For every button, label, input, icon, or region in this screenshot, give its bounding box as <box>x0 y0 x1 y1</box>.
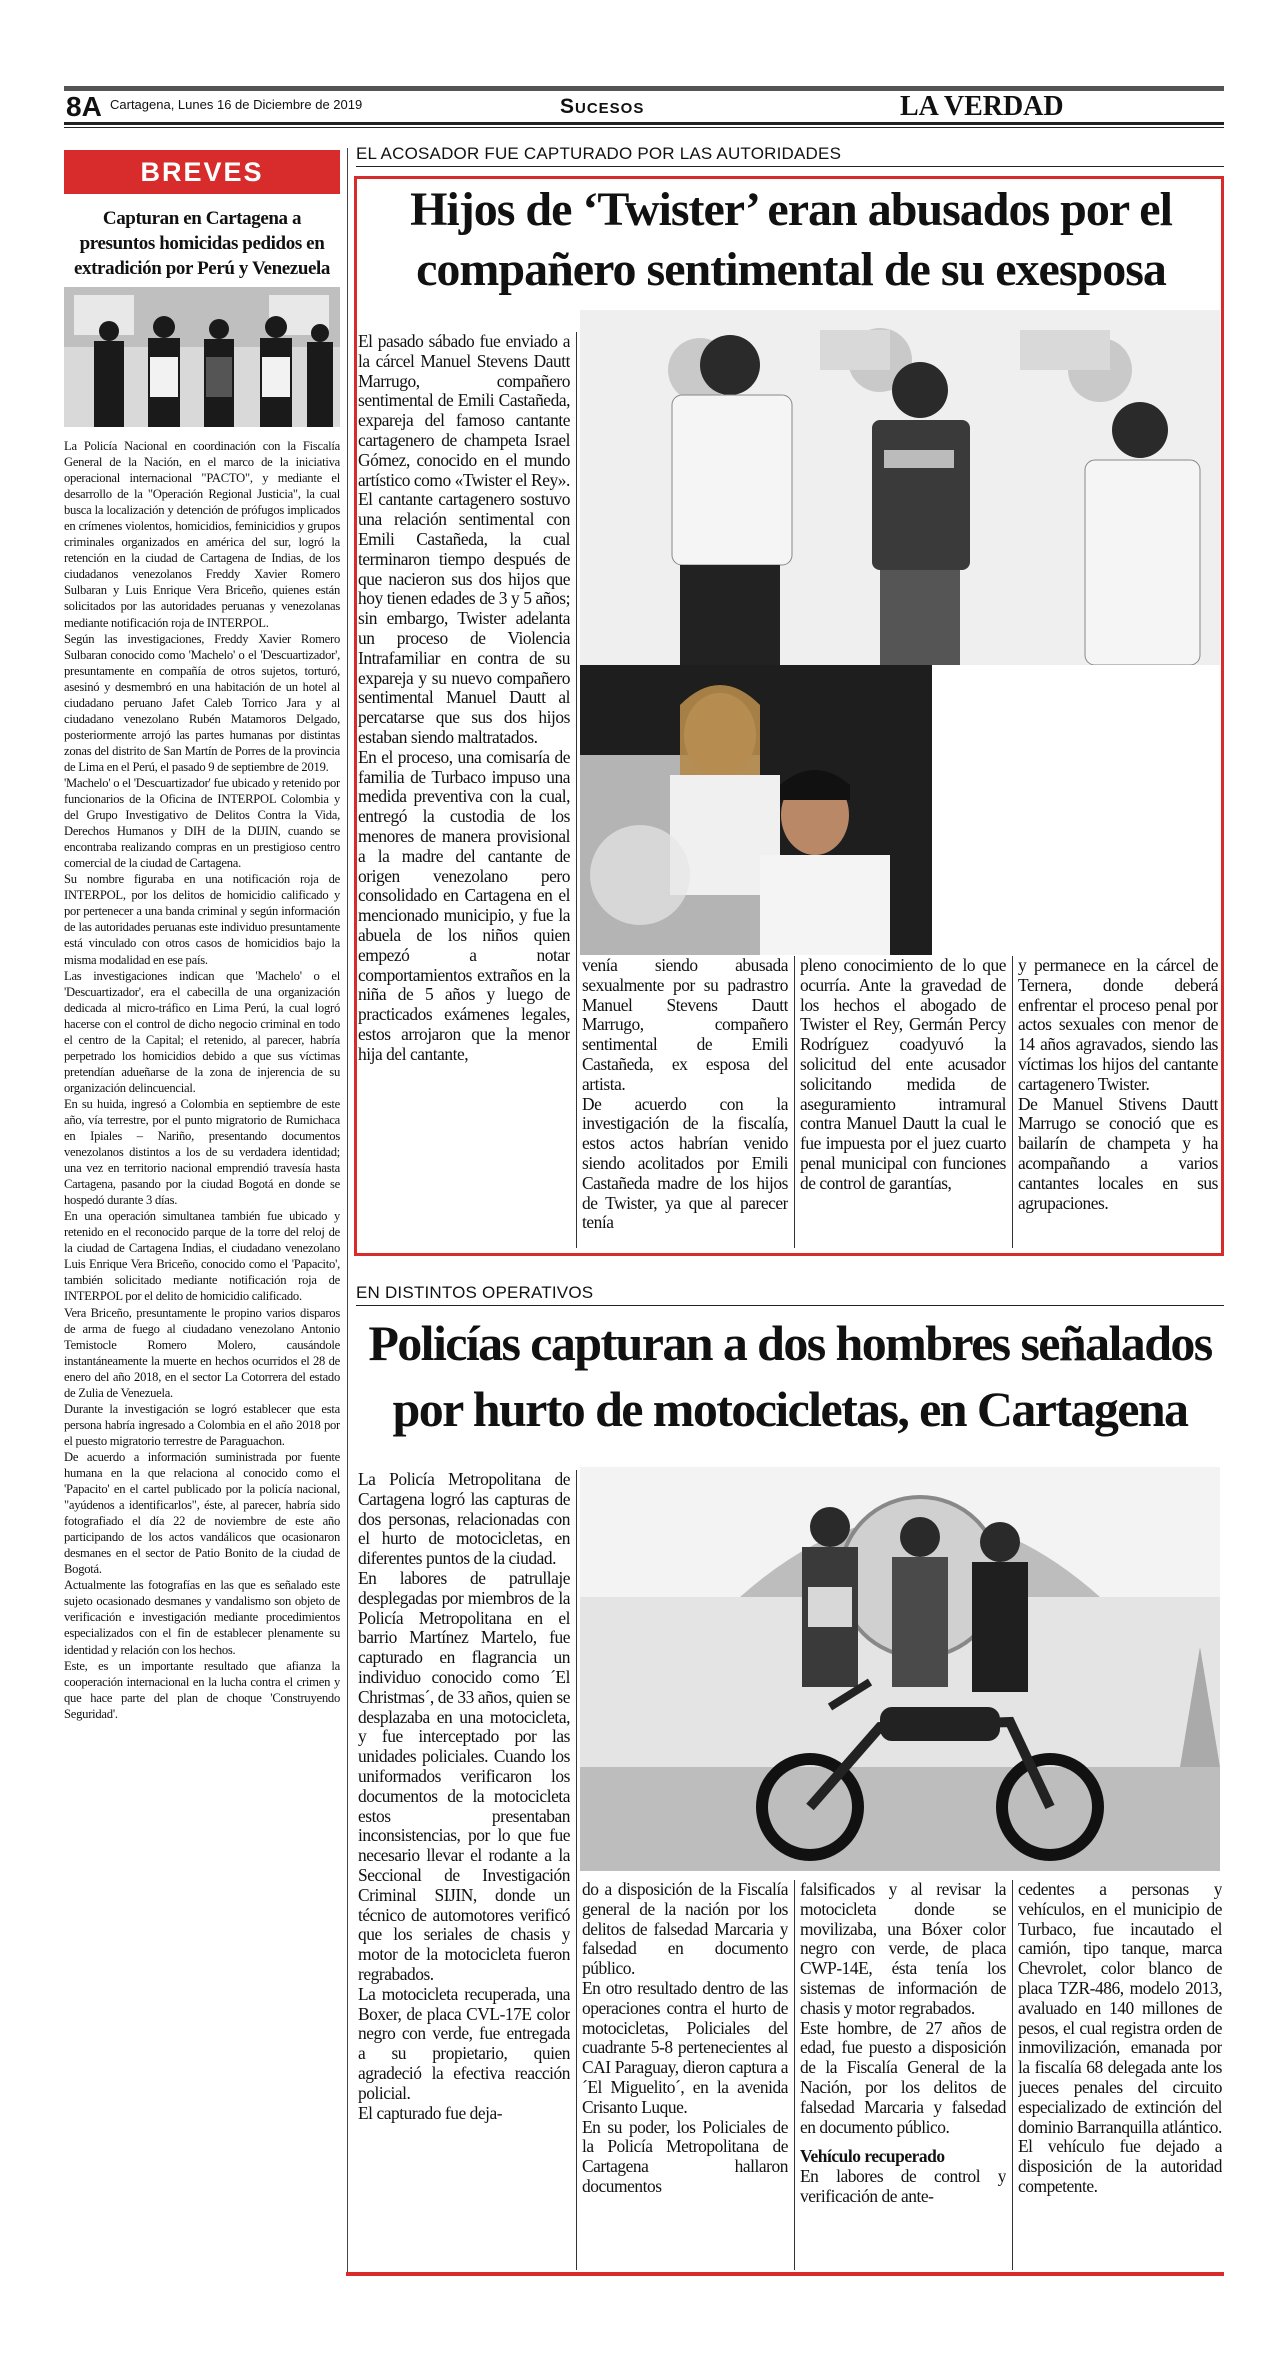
paragraph: Durante la investigación se logró establecer que esta persona habría ingresado a Colombia en el año 2018 por el puesto migratorio terrestre de Paraguachon. <box>64 1401 340 1448</box>
bottom-rule <box>346 2272 1224 2276</box>
couple-photo-icon <box>580 665 932 955</box>
breves-title: Capturan en Cartagena a presuntos homicidas pedidos en extradición por Perú y Venezuela <box>74 208 330 279</box>
article2-column-rule <box>576 1470 577 2270</box>
paragraph: venía siendo abusada sexualmente por su padrastro Manuel Stevens Dautt Marrugo, compañero sentimental de Emili Castañeda, ex esposa del artista. <box>582 956 788 1094</box>
paragraph: Este, es un importante resultado que afianza la cooperación internacional en la lucha contra el crimen y que hace parte del plan de choque 'Construyendo Seguridad'. <box>64 1658 340 1721</box>
paragraph: y permanece en la cárcel de Ternera, donde deberá enfrentar el proceso penal por actos sexuales con menor de 14 años agravados, siendo las víctimas los hijos del cantante cartagenero Twister. <box>1018 956 1218 1094</box>
paragraph: El capturado fue deja- <box>358 2102 503 2123</box>
paragraph: Vera Briceño, presuntamente le propino varios disparos de arma de fuego al ciudadano venezolano Antonio Temistocle Romero Molero, causándole instantáneamente la muerte en hechos ocurridos el 28 de enero del año 2018, en el sector La Cotorrera del estado de Zulia de Venezuela. <box>64 1305 340 1400</box>
article1-kicker-rule <box>356 166 1224 167</box>
article1-column-3 <box>800 956 1006 1248</box>
paragraph: De Manuel Stivens Dautt Marrugo se conoció que es bailarín de champeta y ha acompañando a varios cantantes locales en sus agrupaciones. <box>1018 1093 1218 1213</box>
article1-column-rule <box>794 956 795 1248</box>
article1-column-rule <box>576 332 577 1248</box>
paragraph: En labores de control y verificación de ante- <box>800 2166 1006 2206</box>
article2-headline: Policías capturan a dos hombres señalados por hurto de motocicletas, en Cartagena <box>368 1315 1212 1437</box>
three-men-police-photo-icon <box>580 310 1220 665</box>
article2-column-rule <box>1012 1880 1013 2270</box>
paragraph: En labores de patrullaje desplegadas por miembros de la Policía Metropolitana en el barrio Martínez Martelo, fue capturado en flagrancia un individuo conocido como ´El Christmas´, de 33 años, quien se desplazaba en una motocicleta, y fue interceptado por las unidades policiales. Cuando los uniformados verificaron los documentos de la motocicleta estos presentaban inconsistencias, por lo que fue necesario llevar el rodante a la Seccional de Investigación Criminal SIJIN, donde un técnico de automotores verificó que los seriales de chasis y motor de la motocicleta fueron regrabados. <box>358 1567 570 1984</box>
paragraph: En el proceso, una comisaría de familia de Turbaco impuso una medida preventiva con la cual, entregó la custodia de los menores de manera provisional a la madre del cantante de origen venezolano pero consolidado en Cartagena en el mencionado municipio, y fue la abuela de los niños quien empezó a notar comportamientos extraños en la niña de 5 años y luego de practicados exámenes legales, estos arrojaron que la menor hija del cantante, <box>358 746 570 1064</box>
header-rule <box>64 122 1224 125</box>
paragraph: 'Machelo' o el 'Descuartizador' fue ubicado y retenido por funcionarios de la Oficina de INTERPOL Colombia y del Grupo Investigativo de Delitos Contra la Vida, Derechos Humanos y DIH de la DIJIN, cuando se encontraba realizando compras en un prestigioso centro comercial de la ciudad de Cartagena. <box>64 775 340 871</box>
article2-column-1 <box>358 1470 570 2265</box>
paragraph: La Policía Metropolitana de Cartagena logró las capturas de dos personas, relacionadas con el hurto de motocicletas, en diferentes puntos de la ciudad. <box>358 1470 570 1569</box>
article2-column-2 <box>582 1880 788 2265</box>
page-number: 8A <box>66 91 102 122</box>
breves-body <box>64 438 340 2278</box>
article1-photo-main <box>580 310 1220 665</box>
article1-headline: Hijos de ‘Twister’ eran abusados por el compañero sentimental de su exesposa <box>410 183 1172 296</box>
paragraph: Su nombre figuraba en una notificación roja de INTERPOL, por los delitos de homicidio calificado y por pertenecer a una banda criminal y según información de las autoridades peruanas este individuo presuntamente está vinculado con otros casos de homicidios bajo la misma modalidad en ese país. <box>64 872 340 967</box>
article2-column-rule <box>794 1880 795 2270</box>
article1-column-1 <box>358 332 570 1247</box>
paragraph: La motocicleta recuperada, una Boxer, de placa CVL-17E color negro con verde, fue entregada a su propietario, quien agradeció la efectiva reacción policial. <box>358 1983 570 2103</box>
paragraph: Según las investigaciones, Freddy Xavier Romero Sulbaran conocido como 'Machelo' o el 'Descuartizador', presuntamente en compañía de otros sujetos, torturó, asesinó y desmembró en una habitación de un hotel al ciudadano peruano Jafet Caleb Torrico Jara y al ciudadano venezolano Rubén Matamoros Delgado, posteriormente arrojó las partes humanas por distintas zonas del distrito de San Martín de Porres de la provincia de Lima en el Perú, el pasado 9 de septiembre de 2019. <box>64 631 340 774</box>
paragraph: En su poder, los Policiales de la Policía Metropolitana de Cartagena hallaron documentos <box>582 2116 788 2196</box>
paragraph: El cantante cartagenero sostuvo una relación sentimental con Emili Castañeda, la cual terminaron tiempo después de que nacieron sus dos hijos que hoy tienen edades de 3 y 5 años; sin embargo, Twister adelanta un proceso de Violencia Intrafamiliar en contra de su expareja y su nuevo compañero sentimental Manuel Dautt al percatarse que sus dos hijos estaban siendo maltratados. <box>358 489 570 747</box>
paragraph: cedentes a personas y vehículos, en el municipio de Turbaco, fue incautado el camión, tipo tanque, marca Chevrolet, color blanco de placa TZR-486, modelo 2013, avaluado en 140 millones de pesos, el cual registra orden de inmovilización, emanada por la fiscalía 68 delegada ante los jueces penales del circuito especializado de extinción del dominio Barranquilla atlántico. <box>1018 1880 1222 2137</box>
police-arrest-photo-icon <box>64 287 340 427</box>
breves-label: BREVES <box>64 150 340 194</box>
masthead: LA VERDAD <box>900 91 1064 122</box>
paragraph: En otro resultado dentro de las operaciones contra el hurto de motocicletas, Policiales del cuadrante 5-8 pertenecientes al CAI Paraguay, dieron captura a ´El Miguelito´, en la avenida Crisanto Luque. <box>582 1977 788 2117</box>
header-rule-thin <box>64 127 1224 128</box>
police-motorcycle-photo-icon <box>580 1467 1220 1871</box>
article1-photo-inset <box>580 665 932 955</box>
article2-subhead: Vehículo recuperado <box>800 2146 945 2167</box>
page-date: Cartagena, Lunes 16 de Diciembre de 2019 <box>110 97 363 112</box>
paragraph: Las investigaciones indican que 'Machelo' o el 'Descuartizador', era el cabecilla de una organización dedicada al micro-tráfico en Lima Perú, la cual logró hacerse con el control de dicho negocio criminal en todo el centro de la Capital; el retenido, al parecer, habría perpetrado los homicidios debido a que sus víctimas pretendían adueñarse de la zona de injerencia de su organización delincuencial. <box>64 968 340 1095</box>
paragraph: En una operación simultanea también fue ubicado y retenido en el reconocido parque de la torre del reloj de la ciudad de Cartagena Indias, el ciudadano venezolano Luis Enrique Vera Briceño, conocido como el 'Papacito', también solicitado mediante notificación roja de INTERPOL por el delito de homicidio calificado. <box>64 1209 340 1304</box>
breves-photo <box>64 287 340 427</box>
paragraph: De acuerdo con la investigación de la fiscalía, estos actos habrían venido siendo acolitados por Emili Castañeda madre de los hijos de Twister, ya que al parecer tenía <box>582 1093 788 1233</box>
article2-kicker-rule <box>356 1305 1224 1306</box>
column-divider <box>347 148 348 2276</box>
section-name: Sucesos <box>560 95 645 118</box>
article2-kicker: EN DISTINTOS OPERATIVOS <box>356 1283 594 1302</box>
paragraph: La Policía Nacional en coordinación con la Fiscalía General de la Nación, en el marco de la iniciativa operacional internacional "PACTO", y mediante el desarrollo de la "Operación Regional Justicia", la cual busca la localización y detención de prófugos implicados en crímenes violentos, homicidios, feminicidios y grupos criminales organizados en américa del sur, logró la retención en la ciudad de Cartagena de Indias, de los ciudadanos venezolanos Freddy Xavier Romero Sulbaran y Luis Enrique Vera Briceño, quienes están solicitados por las autoridades peruanas y venezolanas mediante notificación roja de INTERPOL. <box>64 439 340 630</box>
article1-column-2 <box>582 956 788 1248</box>
article2-column-3 <box>800 1880 1006 2265</box>
article2-column-4 <box>1018 1880 1222 2265</box>
article1-column-4 <box>1018 956 1218 1248</box>
paragraph: El pasado sábado fue enviado a la cárcel Manuel Stevens Dautt Marrugo, compañero sentimental de Emili Castañeda, expareja del famoso cantante cartagenero de champeta Israel Gómez, conocido en el mundo artístico como «Twister el Rey». <box>358 332 570 490</box>
paragraph: Este hombre, de 27 años de edad, fue puesto a disposición de la Fiscalía General de la Nación, por los delitos de falsedad Marcaria y falsedad en documento público. <box>800 2017 1006 2137</box>
paragraph: falsificados y al revisar la motocicleta donde se movilizaba, una Bóxer color negro con verde, de placa CWP-14E, ésta tenía los sistemas de información de chasis y motor regrabados. <box>800 1880 1006 2018</box>
paragraph: De acuerdo a información suministrada por fuente humana en la que relaciona al conocido como el 'Papacito' en el cartel publicado por la policía nacional, "ayúdenos a identificarlos", éste, al parecer, habría sido fotografiado el día 22 de noviembre de este año participando de los actos vandálicos que ocasionaron desmanes en el sector de Patio Bonito de la ciudad de Bogotá. <box>64 1449 340 1577</box>
article2-photo <box>580 1467 1220 1871</box>
paragraph: pleno conocimiento de lo que ocurría. Ante la gravedad de los hechos el abogado de Twister el Rey, Germán Percy Rodríguez coadyuvó la solicitud del ente acusador solicitando medida de aseguramiento intramural contra Manuel Dautt la cual le fue impuesta por el juez cuarto penal municipal con funciones de control de garantías, <box>800 956 1006 1193</box>
article1-column-rule <box>1012 956 1013 1248</box>
article1-kicker: EL ACOSADOR FUE CAPTURADO POR LAS AUTORIDADES <box>356 144 842 163</box>
paragraph: El vehículo fue dejado a disposición de la autoridad competente. <box>1018 2136 1222 2196</box>
paragraph: Actualmente las fotografías en las que es señalado este sujeto ocasionado desmanes y vandalismo son objeto de verificación e investigación mediante procedimientos especializados con el fin de establecer plenamente su identidad y relación con los hechos. <box>64 1578 340 1657</box>
paragraph: do a disposición de la Fiscalía general de la nación por los delitos de falsedad Marcaria y falsedad en documento público. <box>582 1880 788 1979</box>
paragraph: En su huida, ingresó a Colombia en septiembre de este año, vía terrestre, por el punto migratorio de Rumichaca en Ipiales – Nariño, presentando documentos venezolanos distintos a los de su verdadera identidad; una vez en territorio nacional emprendió travesía hasta Cartagena, pasando por la ciudad Bogotá en donde se hospedó durante 3 días. <box>64 1096 340 1208</box>
